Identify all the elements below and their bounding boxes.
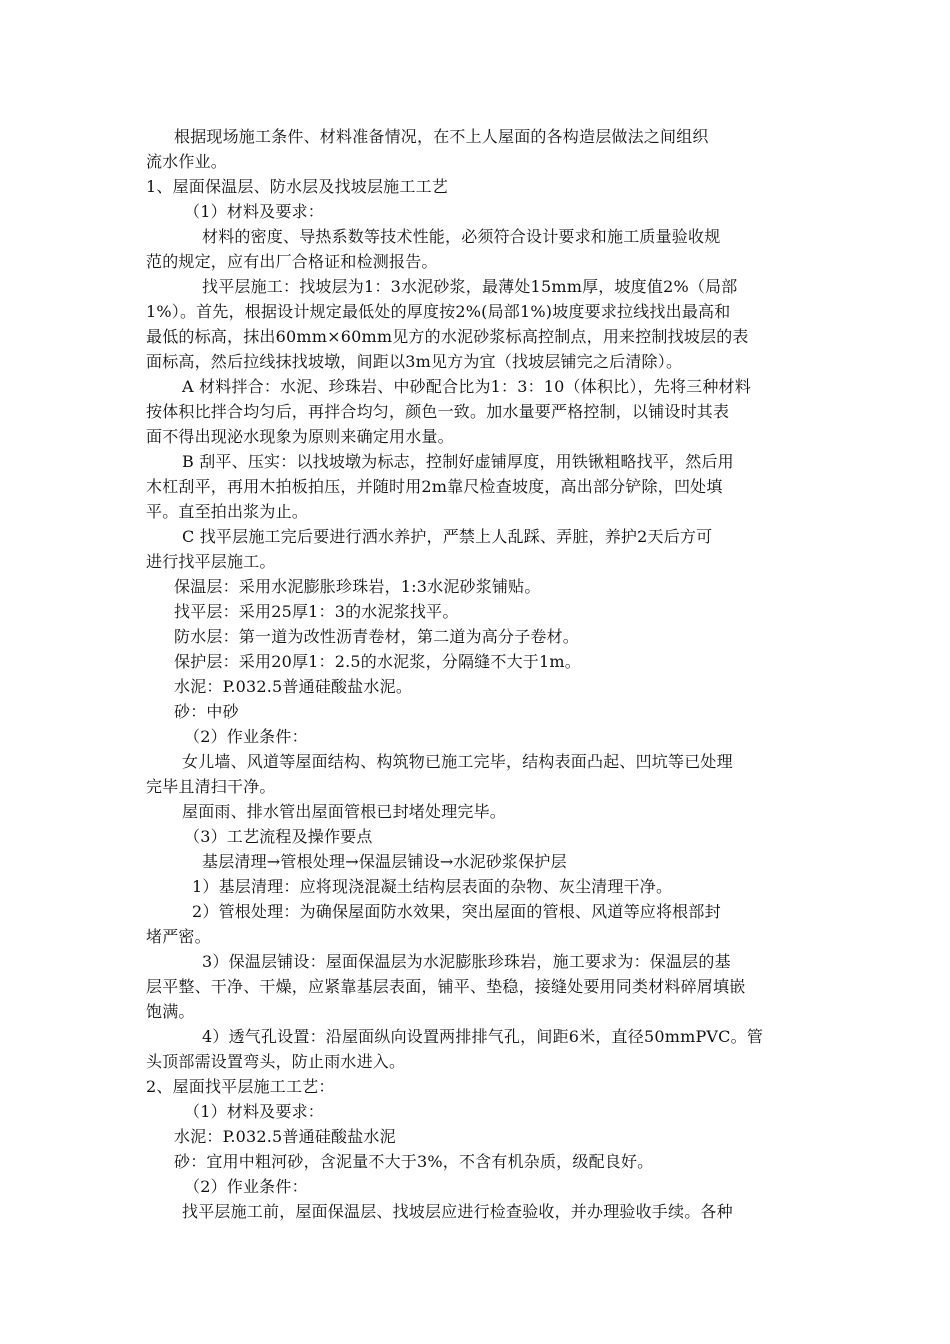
paragraph-line: 找平层：采用25厚1：3的水泥浆找平。 bbox=[174, 602, 459, 621]
paragraph-line: 最低的标高，抹出60mm×60mm见方的水泥砂浆标高控制点，用来控制找坡层的表 bbox=[146, 327, 749, 346]
paragraph-line: 4）透气孔设置：沿屋面纵向设置两排排气孔，间距6米，直径50mmPVC。管 bbox=[202, 1027, 764, 1046]
paragraph-line: 按体积比拌合均匀后，再拌合均匀，颜色一致。加水量要严格控制，以铺设时其表 bbox=[146, 402, 730, 421]
paragraph-line: B 刮平、压实：以找坡墩为标志，控制好虚铺厚度，用铁锹粗略找平，然后用 bbox=[182, 452, 734, 471]
paragraph-line: 完毕且清扫干净。 bbox=[146, 777, 276, 796]
paragraph-line: 3）保温层铺设：屋面保温层为水泥膨胀珍珠岩，施工要求为：保温层的基 bbox=[202, 952, 731, 971]
paragraph-line: 砂：中砂 bbox=[174, 702, 239, 721]
paragraph-line: 水泥：P.032.5普通硅酸盐水泥。 bbox=[174, 677, 413, 696]
paragraph-line: 找平层施工：找坡层为1：3水泥砂浆，最薄处15mm厚，坡度值2%（局部 bbox=[202, 277, 738, 296]
paragraph-line: 头顶部需设置弯头，防止雨水进入。 bbox=[146, 1052, 406, 1071]
paragraph-line: C 找平层施工完后要进行洒水养护，严禁上人乱踩、弄脏，养护2天后方可 bbox=[182, 527, 713, 546]
paragraph-line: 木杠刮平，再用木拍板拍压，并随时用2m靠尺检查坡度，高出部分铲除，凹处填 bbox=[146, 477, 723, 496]
paragraph-line: 保温层：采用水泥膨胀珍珠岩，1:3水泥砂浆铺贴。 bbox=[174, 577, 541, 596]
paragraph-line: 1）基层清理：应将现浇混凝土结构层表面的杂物、灰尘清理干净。 bbox=[192, 877, 673, 896]
paragraph-line: 2）管根处理：为确保屋面防水效果，突出屋面的管根、风道等应将根部封 bbox=[192, 902, 721, 921]
paragraph-line: 基层清理→管根处理→保温层铺设→水泥砂浆保护层 bbox=[202, 852, 567, 871]
subsection-heading: （1）材料及要求： bbox=[184, 1102, 324, 1121]
document-body bbox=[146, 124, 810, 1224]
paragraph-line: 进行找平层施工。 bbox=[146, 552, 276, 571]
paragraph-line: 面不得出现泌水现象为原则来确定用水量。 bbox=[146, 427, 454, 446]
paragraph-line: 女儿墙、风道等屋面结构、构筑物已施工完毕，结构表面凸起、凹坑等已处理 bbox=[182, 752, 733, 771]
paragraph-line: 防水层：第一道为改性沥青卷材，第二道为高分子卷材。 bbox=[174, 627, 580, 646]
paragraph-line: 找平层施工前，屋面保温层、找坡层应进行检查验收，并办理验收手续。各种 bbox=[182, 1202, 733, 1221]
paragraph-line: 范的规定，应有出厂合格证和检测报告。 bbox=[146, 252, 438, 271]
subsection-heading: （2）作业条件： bbox=[184, 727, 308, 746]
paragraph-line: 平。直至拍出浆为止。 bbox=[146, 502, 309, 521]
paragraph-line: 饱满。 bbox=[146, 1002, 195, 1021]
section-heading: 1、屋面保温层、防水层及找坡层施工工艺 bbox=[146, 177, 448, 196]
section-heading: 2、屋面找平层施工工艺： bbox=[146, 1077, 335, 1096]
paragraph-line: 层平整、干净、干燥，应紧靠基层表面，铺平、垫稳，接缝处要用同类材料碎屑填嵌 bbox=[146, 977, 746, 996]
paragraph-line: 砂：宜用中粗河砂，含泥量不大于3%，不含有机杂质，级配良好。 bbox=[174, 1152, 654, 1171]
paragraph-line: A 材料拌合：水泥、珍珠岩、中砂配合比为1：3：10（体积比），先将三种材料 bbox=[182, 377, 751, 396]
paragraph-line: 材料的密度、导热系数等技术性能，必须符合设计要求和施工质量验收规 bbox=[202, 227, 721, 246]
subsection-heading: （2）作业条件： bbox=[184, 1177, 308, 1196]
subsection-heading: （3）工艺流程及操作要点 bbox=[184, 827, 373, 846]
paragraph-line: 屋面雨、排水管出屋面管根已封堵处理完毕。 bbox=[182, 802, 507, 821]
paragraph-line: 堵严密。 bbox=[146, 927, 211, 946]
paragraph-line: 1%）。首先，根据设计规定最低处的厚度按2%(局部1%)坡度要求拉线找出最高和 bbox=[146, 302, 731, 321]
paragraph-line: 保护层：采用20厚1：2.5的水泥浆，分隔缝不大于1m。 bbox=[174, 652, 581, 671]
paragraph-line: 面标高，然后拉线抹找坡墩，间距以3m见方为宜（找坡层铺完之后清除）。 bbox=[146, 352, 683, 371]
subsection-heading: （1）材料及要求： bbox=[184, 202, 324, 221]
paragraph-line: 水泥：P.032.5普通硅酸盐水泥 bbox=[174, 1127, 396, 1146]
paragraph-line: 流水作业。 bbox=[146, 152, 228, 171]
paragraph-line: 根据现场施工条件、材料准备情况，在不上人屋面的各构造层做法之间组织 bbox=[174, 127, 709, 146]
